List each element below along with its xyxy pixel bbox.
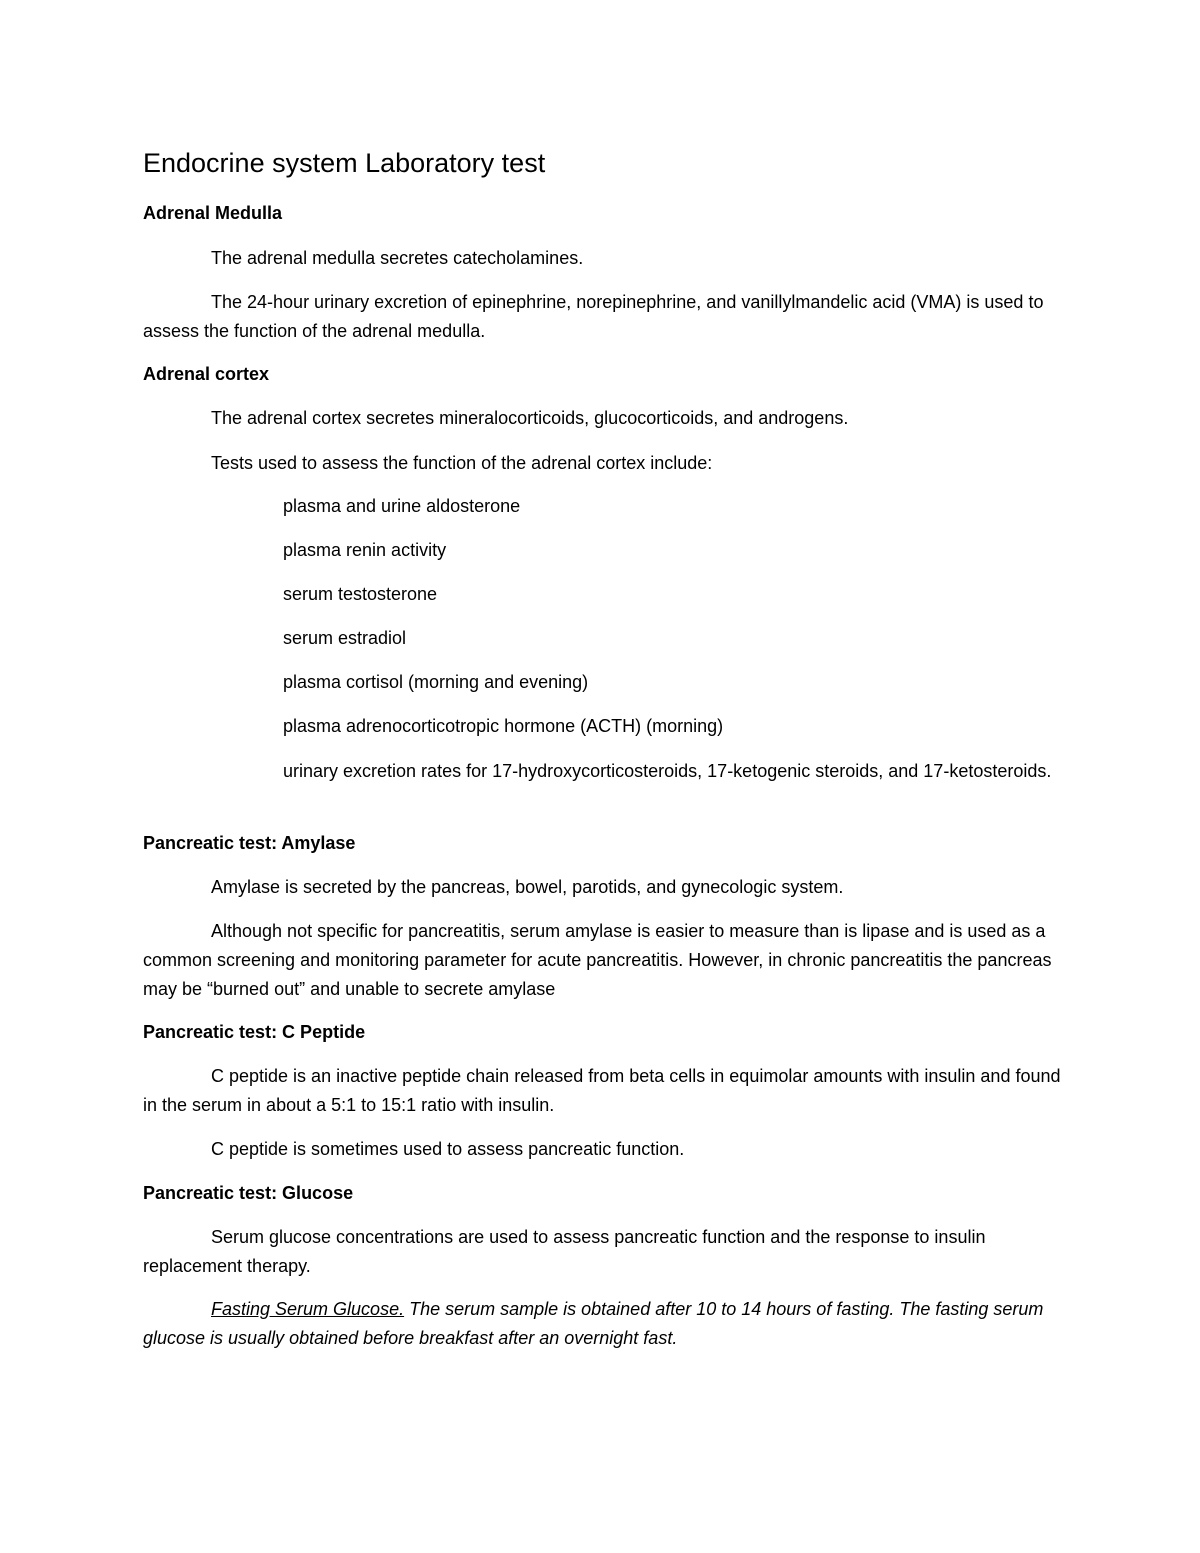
section-heading-amylase: Pancreatic test: Amylase [143,833,356,853]
list-item-test: plasma cortisol (morning and evening) [283,672,589,692]
list-item-test: serum estradiol [283,628,407,648]
fasting-serum-glucose-label: Fasting Serum Glucose. [211,1299,405,1319]
page-title: Endocrine system Laboratory test [143,148,546,178]
paragraph-glucose-assessment: Serum glucose concentrations are used to assess pancreatic function and the response to insulin replacement therapy. [143,1227,986,1276]
paragraph-adrenal-medulla-secretion: The adrenal medulla secretes catecholamines. [211,248,584,268]
list-item-test: plasma renin activity [283,540,447,560]
section-heading-adrenal-medulla: Adrenal Medulla [143,203,283,223]
paragraph-c-peptide-usage: C peptide is sometimes used to assess pancreatic function. [211,1139,685,1159]
paragraph-fasting-serum-glucose [143,1295,1073,1353]
list-item-test: serum testosterone [283,584,438,604]
section-heading-adrenal-cortex: Adrenal cortex [143,364,270,384]
paragraph-adrenal-cortex-secretion: The adrenal cortex secretes mineralocorticoids, glucocorticoids, and androgens. [211,408,849,428]
list-item-test: plasma and urine aldosterone [283,496,521,516]
paragraph-amylase-secretion: Amylase is secreted by the pancreas, bowel, parotids, and gynecologic system. [211,877,844,897]
paragraph-amylase-screening: Although not specific for pancreatitis, serum amylase is easier to measure than is lipase and is used as a common screening and monitoring parameter for acute pancreatitis. However, in chronic pancreatitis the pancreas may be “burned out” and unable to secrete amylase [143,921,1052,999]
list-item-test: plasma adrenocorticotropic hormone (ACTH) (morning) [283,716,724,736]
paragraph-c-peptide-definition: C peptide is an inactive peptide chain released from beta cells in equimolar amounts with insulin and found in the serum in about a 5:1 to 15:1 ratio with insulin. [143,1066,1061,1115]
paragraph-adrenal-medulla-assessment: The 24-hour urinary excretion of epinephrine, norepinephrine, and vanillylmandelic acid (VMA) is used to assess the function of the adrenal medulla. [143,292,1044,341]
paragraph-adrenal-cortex-tests-intro: Tests used to assess the function of the adrenal cortex include: [211,453,713,473]
list-item-test: urinary excretion rates for 17-hydroxycorticosteroids, 17-ketogenic steroids, and 17-ketosteroids. [283,761,1052,781]
section-heading-glucose: Pancreatic test: Glucose [143,1183,354,1203]
section-heading-c-peptide: Pancreatic test: C Peptide [143,1022,366,1042]
fasting-serum-glucose-text: The serum sample is obtained after 10 to 14 hours of fasting. The fasting serum glucose is usually obtained before breakfast after an overnight fast. [143,1299,1044,1348]
